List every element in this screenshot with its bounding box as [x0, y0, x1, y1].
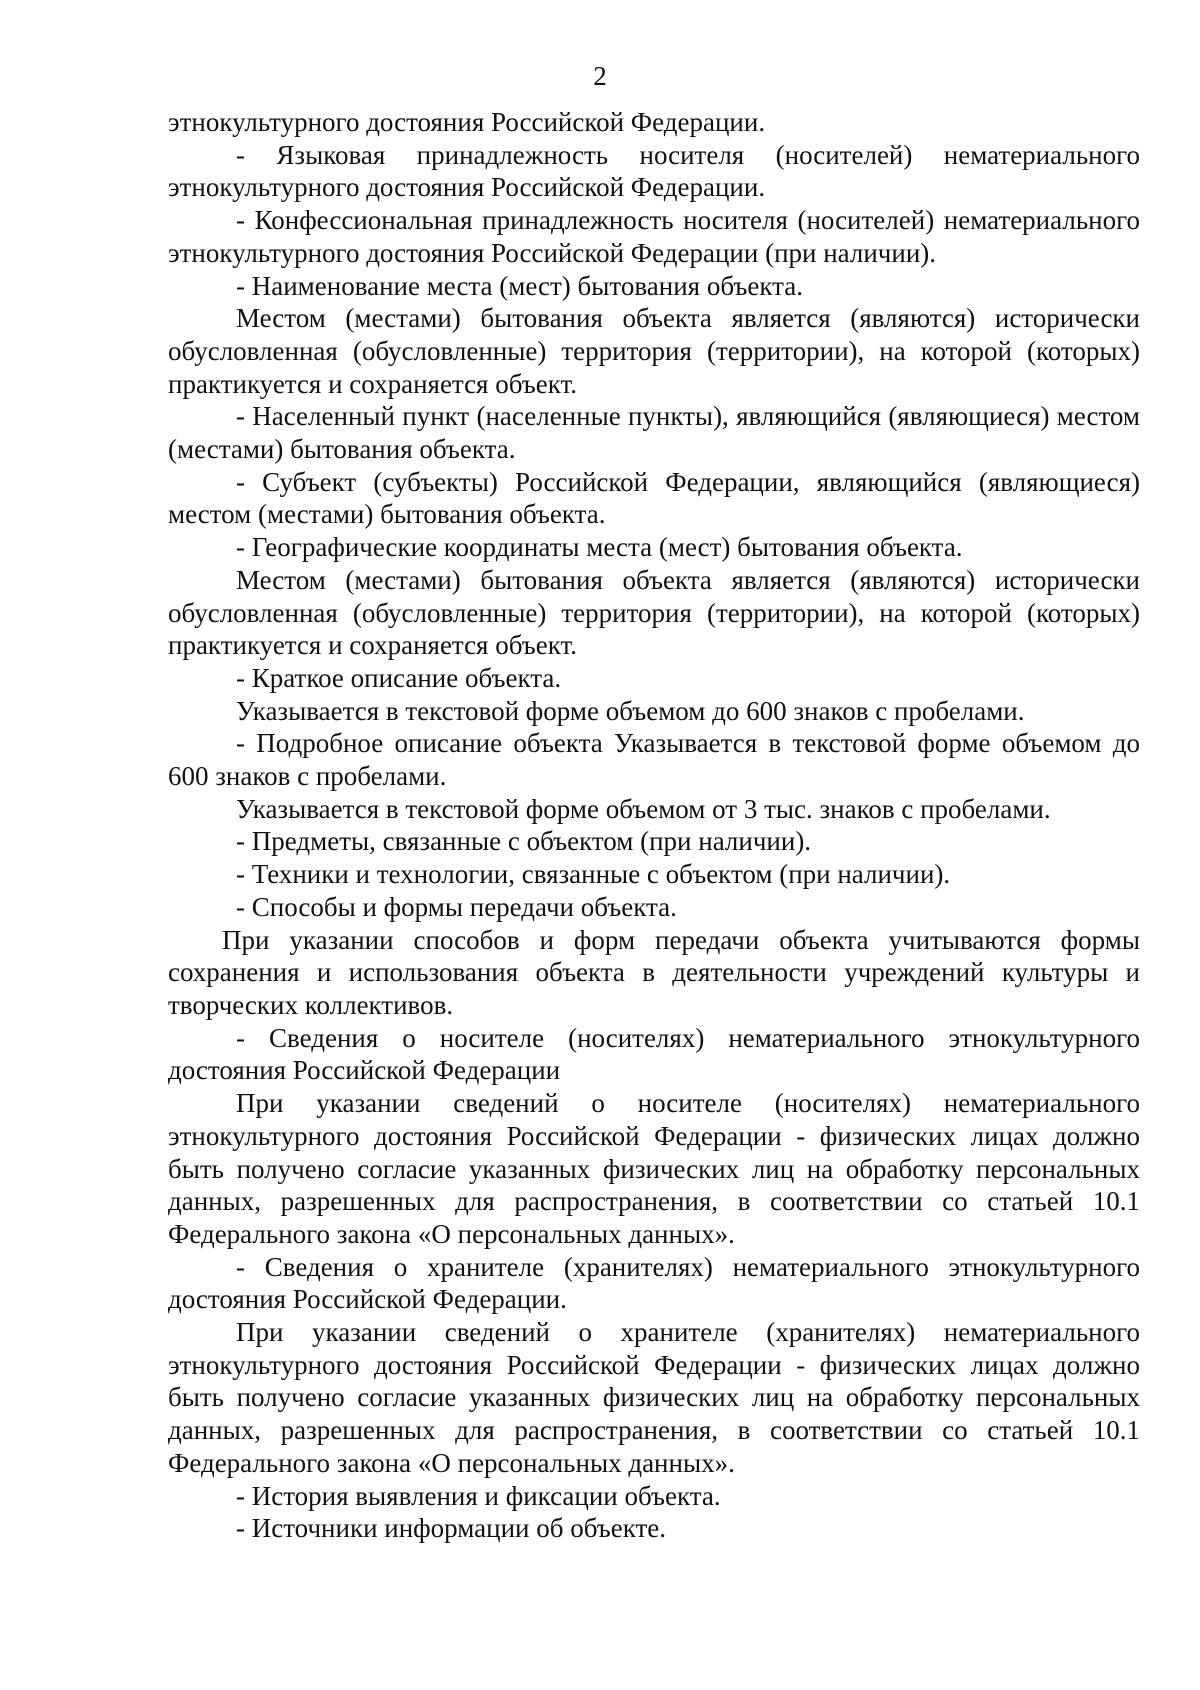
paragraph-place-name: - Наименование места (мест) бытования объекта. — [236, 270, 803, 301]
paragraph-sources: - Источники информации об объекте. — [236, 1513, 667, 1544]
paragraph-bearer-consent: При указании сведений о носителе (носителях) нематериального этнокультурного достояния Российской Федерации - физических лицах должно быть получено согласие указанных физических лиц на обработку персональных данных, разрешенных для распространения, в соответствии со статьей 10.1 Федерального закона «О персональных данных». — [168, 1088, 1140, 1249]
paragraph-short-description: - Краткое описание объекта. — [236, 662, 562, 693]
paragraph-place-definition-repeat: Местом (местами) бытования объекта является (являются) исторически обусловленная (обусловленные) территория (территории), на которой (которых) практикуется и сохраняется объект. — [168, 564, 1140, 661]
paragraph-keeper-consent: При указании сведений о хранителе (хранителях) нематериального этнокультурного достояния Российской Федерации - физических лицах должно быть получено согласие указанных физических лиц на обработку персональных данных, разрешенных для распространения, в соответствии со статьей 10.1 Федерального закона «О персональных данных». — [168, 1317, 1140, 1478]
paragraph-related-items: - Предметы, связанные с объектом (при наличии). — [236, 826, 812, 857]
paragraph-federal-subject: - Субъект (субъекты) Российской Федерации, являющийся (являющиеся) местом (местами) бытования объекта. — [168, 466, 1140, 530]
paragraph-detailed-description-note: Указывается в текстовой форме объемом от 3 тыс. знаков с пробелами. — [236, 793, 1051, 824]
paragraph-techniques: - Техники и технологии, связанные с объектом (при наличии). — [236, 859, 951, 890]
paragraph-transmission-note: При указании способов и форм передачи объекта учитываются формы сохранения и использования объекта в деятельности учреждений культуры и творческих коллективов. — [168, 924, 1140, 1020]
paragraph-language-affiliation: - Языковая принадлежность носителя (носителей) нематериального этнокультурного достояния Российской Федерации. — [168, 139, 1140, 203]
paragraph-bearer-info: - Сведения о носителе (носителях) нематериального этнокультурного достояния Российской Федерации — [168, 1022, 1140, 1086]
paragraph-history: - История выявления и фиксации объекта. — [236, 1480, 721, 1511]
paragraph-short-description-note: Указывается в текстовой форме объемом до 600 знаков с пробелами. — [236, 695, 1025, 726]
paragraph-detailed-description: - Подробное описание объекта Указывается в текстовой форме объемом до 600 знаков с пробелами. — [168, 728, 1140, 792]
paragraph-transmission-methods: - Способы и формы передачи объекта. — [236, 891, 677, 922]
paragraph-place-definition: Местом (местами) бытования объекта является (являются) исторически обусловленная (обусловленные) территория (территории), на которой (которых) практикуется и сохраняется объект. — [168, 303, 1140, 399]
paragraph-settlement: - Населенный пункт (населенные пункты), являющийся (являющиеся) местом (местами) бытования объекта. — [168, 401, 1140, 465]
document-body — [168, 106, 1140, 1545]
paragraph-confessional-affiliation: - Конфессиональная принадлежность носителя (носителей) нематериального этнокультурного достояния Российской Федерации (при наличии). — [168, 205, 1140, 268]
paragraph-continuation: этнокультурного достояния Российской Федерации. — [168, 107, 766, 137]
page-number: 2 — [593, 61, 607, 91]
paragraph-keeper-info: - Сведения о хранителе (хранителях) нематериального этнокультурного достояния Российской Федерации. — [168, 1251, 1140, 1315]
paragraph-coordinates: - Географические координаты места (мест) бытования объекта. — [236, 532, 963, 563]
